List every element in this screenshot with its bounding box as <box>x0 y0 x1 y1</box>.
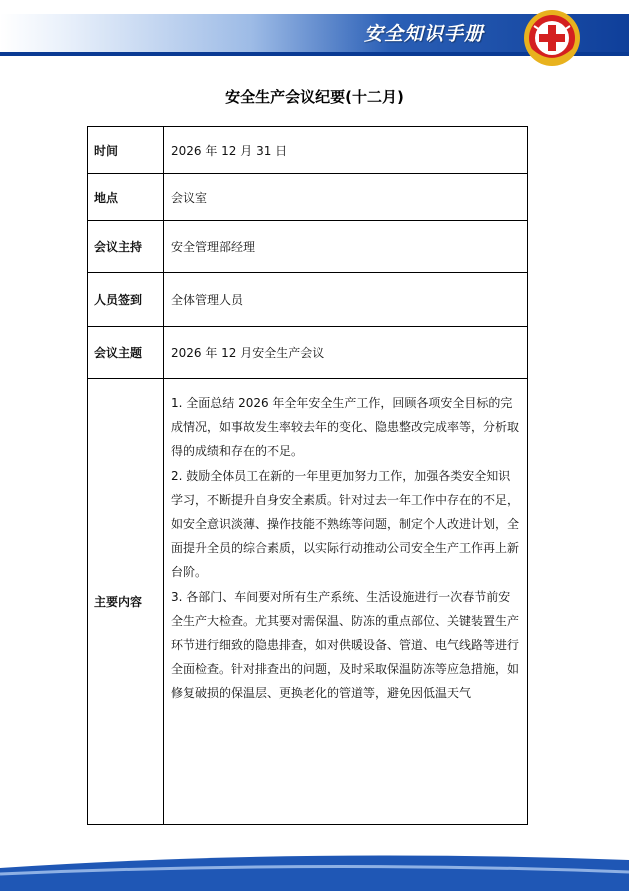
safety-emblem-icon <box>522 8 582 68</box>
header-title: 安全知识手册 <box>364 23 485 45</box>
row-label-location: 地点 <box>88 174 164 221</box>
content-item-2: 2. 鼓励全体员工在新的一年里更加努力工作，加强各类安全知识学习，不断提升自身安全素质。针对过去一年工作中存在的不足，如安全意识淡薄、操作技能不熟练等问题，制定个人改进计划，全面提升全员的综合素质，以实际行动推动公司安全生产工作再上新台阶。 <box>171 468 520 580</box>
row-label-time: 时间 <box>88 127 164 174</box>
table-row <box>88 379 528 825</box>
footer-wave-decoration <box>0 838 629 891</box>
content-item-3: 3. 各部门、车间要对所有生产系统、生活设施进行一次春节前安全生产大检查。尤其要对需保温、防冻的重点部位、关键装置生产环节进行细致的隐患排查，如对供暖设备、管道、电气线路等进行全面检查。针对排查出的问题，及时采取保温防冻等应急措施，如修复破损的保温层、更换老化的管道等，避免因低温天气 <box>171 589 520 701</box>
row-label-attendance: 人员签到 <box>88 273 164 327</box>
table-row <box>88 221 528 273</box>
document-title: 安全生产会议纪要(十二月) <box>225 88 404 106</box>
row-value-host: 安全管理部经理 <box>164 221 528 273</box>
header-banner <box>0 0 629 70</box>
row-label-content: 主要内容 <box>88 379 164 825</box>
main-content-cell <box>164 379 528 825</box>
table-row <box>88 273 528 327</box>
table-row <box>88 127 528 174</box>
table-row <box>88 327 528 379</box>
minutes-table <box>87 126 528 825</box>
table-row <box>88 174 528 221</box>
row-value-location: 会议室 <box>164 174 528 221</box>
row-label-host: 会议主持 <box>88 221 164 273</box>
row-value-time: 2026 年 12 月 31 日 <box>164 127 528 174</box>
content-item-1: 1. 全面总结 2026 年全年安全生产工作，回顾各项安全目标的完成情况，如事故发生率较去年的变化、隐患整改完成率等，分析取得的成绩和存在的不足。 <box>171 396 520 459</box>
row-value-attendance: 全体管理人员 <box>164 273 528 327</box>
row-label-topic: 会议主题 <box>88 327 164 379</box>
row-value-topic: 2026 年 12 月安全生产会议 <box>164 327 528 379</box>
